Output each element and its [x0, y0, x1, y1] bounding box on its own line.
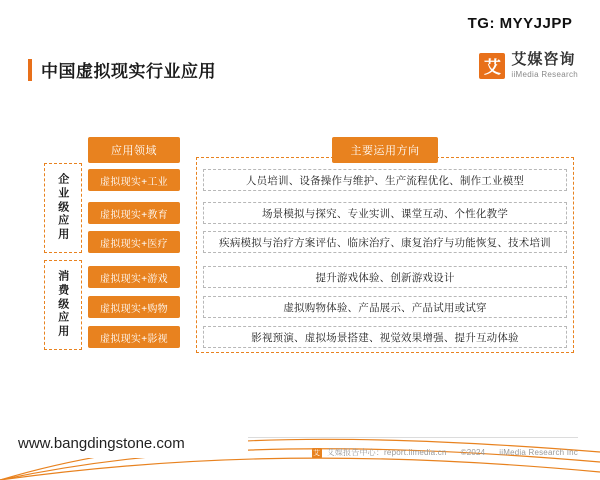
brand-logo: [479, 52, 578, 79]
watermark-bottom-left: www.bangdingstone.com: [0, 428, 248, 458]
group-box-enterprise: [44, 163, 82, 253]
category-button-gaming[interactable]: 虚拟现实+游戏: [88, 266, 180, 288]
column-header-domain: 应用领域: [88, 137, 180, 163]
direction-row-industry: 人员培训、设备操作与维护、生产流程优化、制作工业模型: [203, 169, 567, 191]
title-text: 中国虚拟现实行业应用: [41, 62, 216, 81]
group-label-enterprise: 企业级应用: [58, 173, 70, 241]
category-button-film[interactable]: 虚拟现实+影视: [88, 326, 180, 348]
footer-company: iiMedia Research Inc: [499, 448, 578, 457]
brand-name-cn: 艾媒咨询: [511, 51, 576, 68]
category-button-education[interactable]: 虚拟现实+教育: [88, 202, 180, 224]
footer-brand-icon: 艾: [313, 449, 321, 457]
brand-name-en: iiMedia Research: [511, 69, 578, 79]
direction-row-medical: 疾病模拟与治疗方案评估、临床治疗、康复治疗与功能恢复、技术培训: [203, 231, 567, 253]
category-button-medical[interactable]: 虚拟现实+医疗: [88, 231, 180, 253]
footer-source: 艾媒报告中心：report.iimedia.cn: [326, 448, 447, 457]
title-accent-bar: [28, 59, 32, 81]
page-title: [28, 57, 216, 82]
group-box-consumer: [44, 260, 82, 350]
direction-row-film: 影视预演、虚拟场景搭建、视觉效果增强、提升互动体验: [203, 326, 567, 348]
footer-copyright: ©2024: [460, 448, 486, 457]
group-label-consumer: 消费级应用: [58, 270, 70, 338]
category-button-shopping[interactable]: 虚拟现实+购物: [88, 296, 180, 318]
direction-row-education: 场景模拟与探究、专业实训、课堂互动、个性化教学: [203, 202, 567, 224]
direction-row-gaming: 提升游戏体验、创新游戏设计: [203, 266, 567, 288]
watermark-top-right: TG: MYYJJPP: [440, 8, 600, 38]
category-button-industry[interactable]: 虚拟现实+工业: [88, 169, 180, 191]
brand-text: [511, 52, 578, 79]
direction-row-shopping: 虚拟购物体验、产品展示、产品试用或试穿: [203, 296, 567, 318]
column-header-direction: 主要运用方向: [332, 137, 438, 163]
footer: [312, 447, 578, 458]
brand-mark-icon: 艾: [479, 53, 505, 79]
